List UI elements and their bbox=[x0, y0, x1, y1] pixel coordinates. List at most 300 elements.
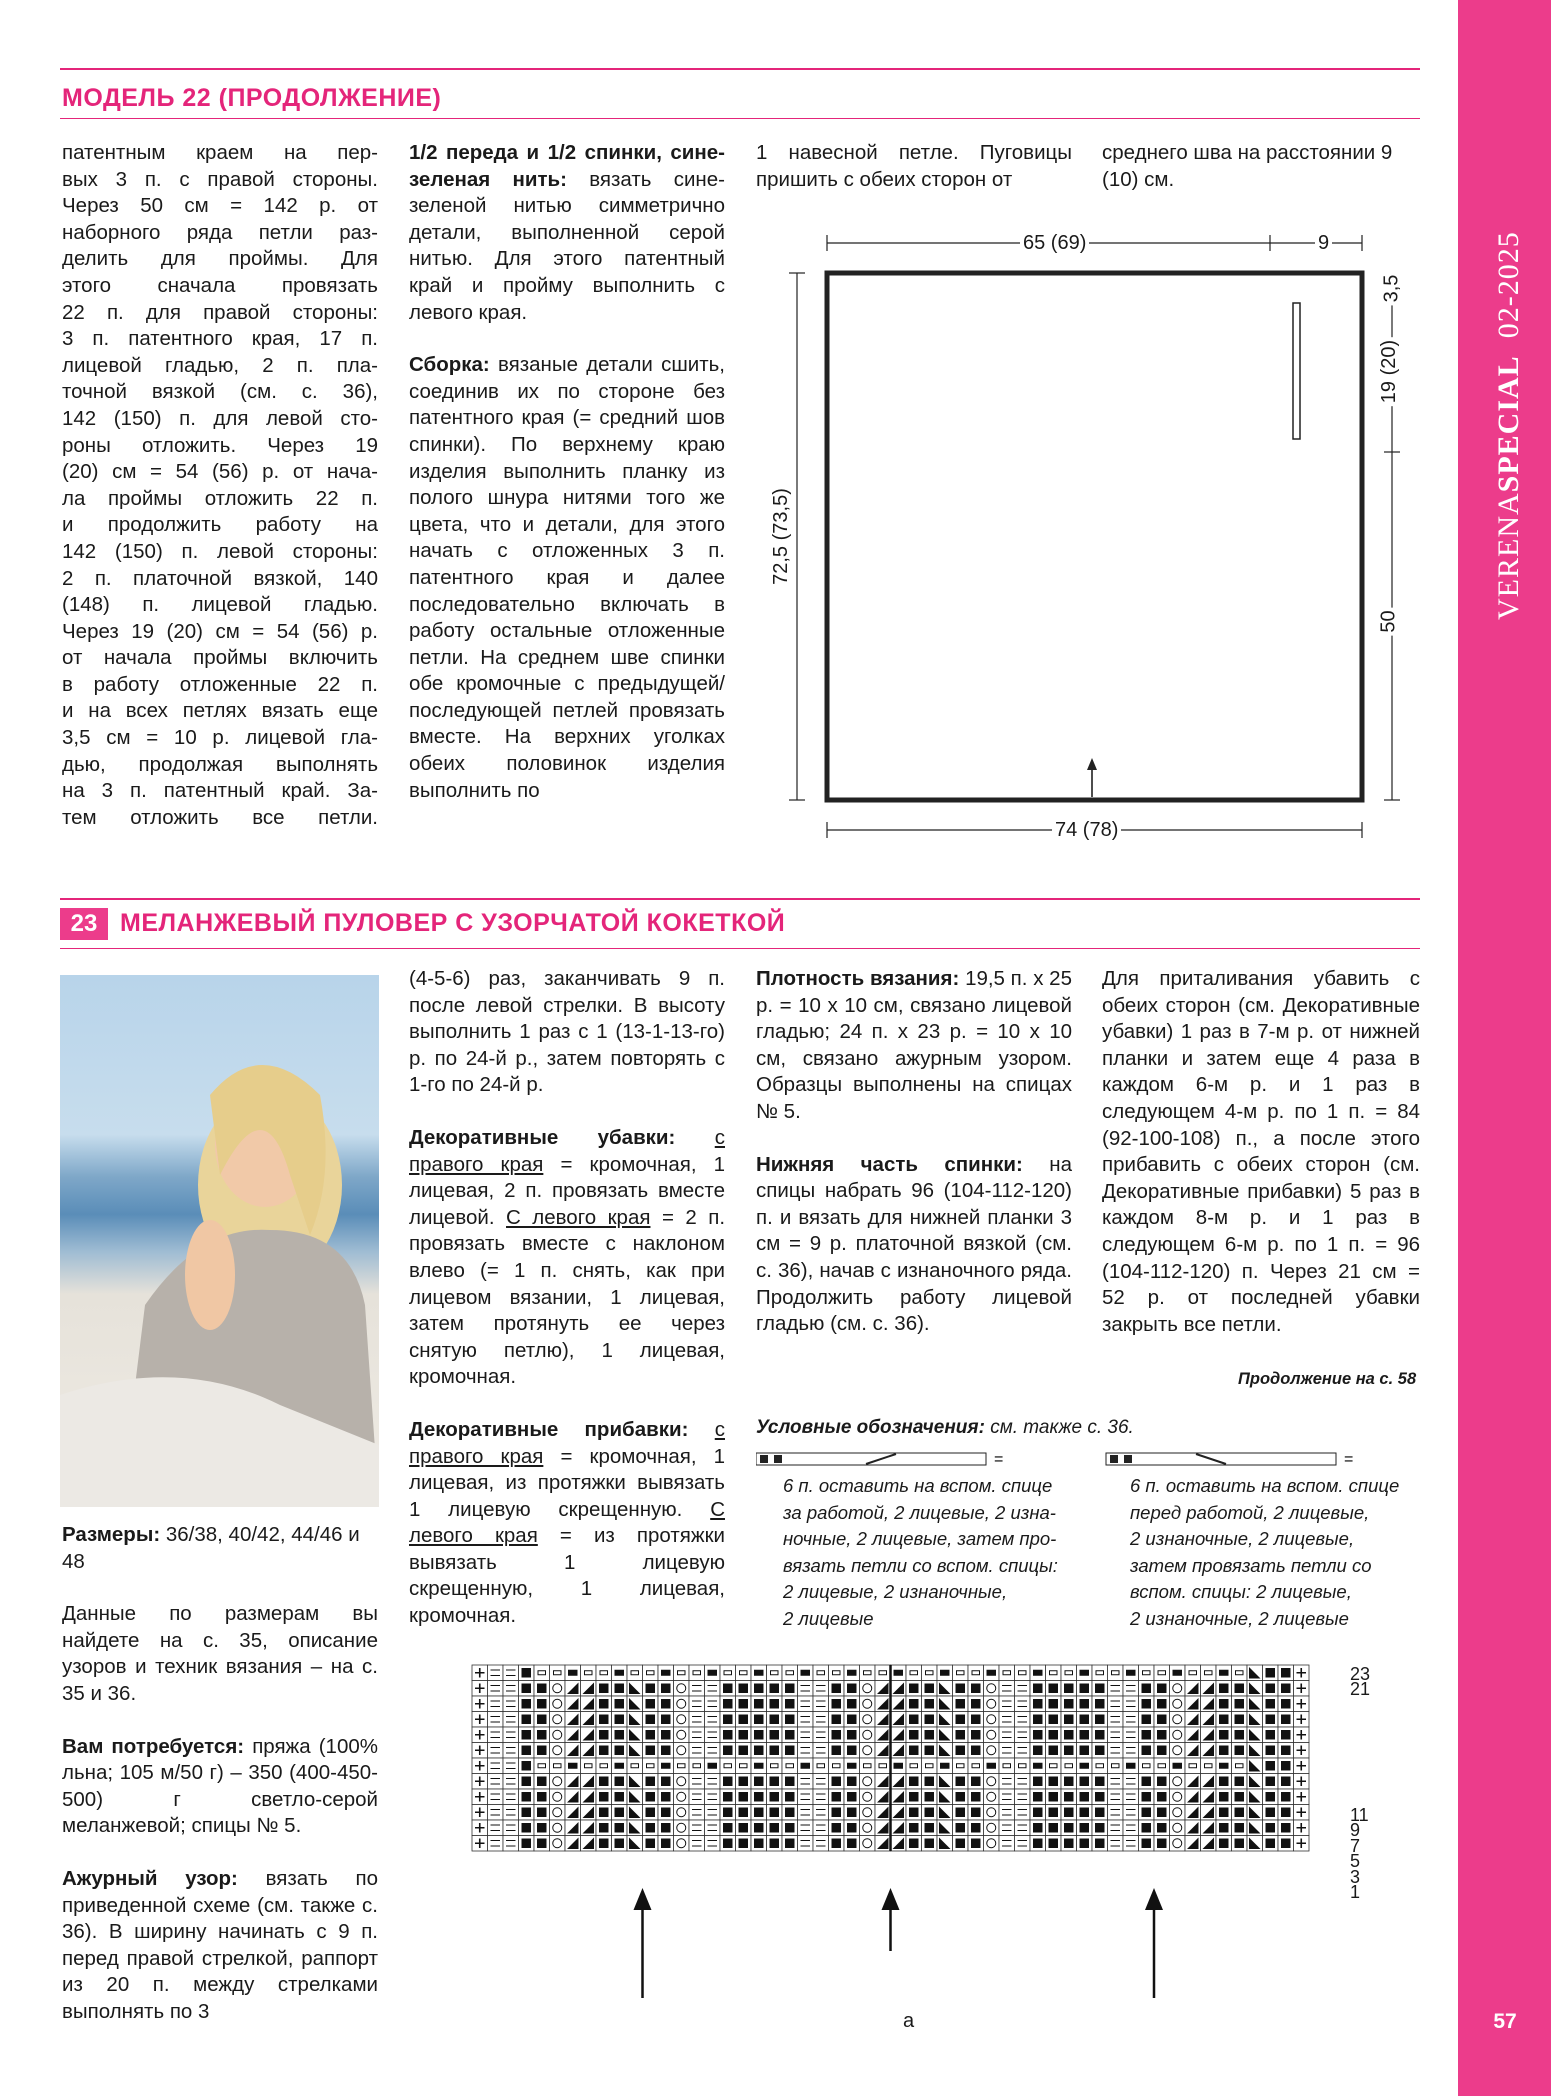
chart-cell bbox=[891, 1727, 907, 1743]
chart-cell bbox=[937, 1758, 953, 1774]
dim-top-width: 65 (69) bbox=[1020, 232, 1089, 255]
chart-cell bbox=[1030, 1681, 1046, 1697]
chart-cell bbox=[968, 1805, 984, 1821]
chart-cell bbox=[937, 1665, 953, 1681]
chart-cell bbox=[565, 1665, 581, 1681]
chart-row-number: 11 bbox=[1350, 1805, 1369, 1825]
chart-cell bbox=[1030, 1712, 1046, 1728]
chart-cell bbox=[1077, 1727, 1093, 1743]
chart-cell bbox=[984, 1805, 1000, 1821]
chart-cell bbox=[1030, 1836, 1046, 1852]
chart-cell bbox=[1278, 1789, 1294, 1805]
chart-cell bbox=[844, 1820, 860, 1836]
chart-cell bbox=[1015, 1727, 1031, 1743]
chart-cell bbox=[581, 1696, 597, 1712]
chart-cell bbox=[1232, 1743, 1248, 1759]
knitting-chart bbox=[470, 1663, 1350, 2023]
chart-cell bbox=[519, 1774, 535, 1790]
chart-cell bbox=[891, 1681, 907, 1697]
chart-cell bbox=[1092, 1805, 1108, 1821]
chart-cell bbox=[689, 1696, 705, 1712]
chart-cell bbox=[1232, 1665, 1248, 1681]
chart-cell bbox=[891, 1712, 907, 1728]
chart-cell bbox=[705, 1743, 721, 1759]
chart-cell bbox=[922, 1681, 938, 1697]
chart-cell bbox=[1170, 1696, 1186, 1712]
chart-cell bbox=[984, 1820, 1000, 1836]
chart-cell bbox=[906, 1665, 922, 1681]
gauge-text: 19,5 п. х 25 р. = 10 х 10 см, связано лицевой гладью; 24 п. х 23 р. = 10 х 10 см, связано ажурным узором. Образцы выполнены на спицах № 5. bbox=[756, 967, 1072, 1123]
chart-cell bbox=[798, 1665, 814, 1681]
chart-cell bbox=[999, 1712, 1015, 1728]
chart-cell bbox=[767, 1758, 783, 1774]
chart-cell bbox=[1216, 1820, 1232, 1836]
chart-cell bbox=[751, 1696, 767, 1712]
chart-cell bbox=[1092, 1681, 1108, 1697]
chart-cell bbox=[782, 1727, 798, 1743]
chart-cell bbox=[999, 1789, 1015, 1805]
chart-cell bbox=[922, 1836, 938, 1852]
chart-cell bbox=[674, 1820, 690, 1836]
chart-cell bbox=[751, 1805, 767, 1821]
chart-cell bbox=[844, 1836, 860, 1852]
chart-cell bbox=[1216, 1681, 1232, 1697]
legend-line: 2 лицевые bbox=[783, 1607, 874, 1629]
chart-cell bbox=[612, 1774, 628, 1790]
chart-cell bbox=[550, 1727, 566, 1743]
chart-cell bbox=[937, 1774, 953, 1790]
chart-cell bbox=[891, 1758, 907, 1774]
chart-cell bbox=[1247, 1696, 1263, 1712]
chart-cell bbox=[503, 1712, 519, 1728]
chart-cell bbox=[1185, 1774, 1201, 1790]
chart-cell bbox=[1092, 1774, 1108, 1790]
chart-cell bbox=[1108, 1820, 1124, 1836]
chart-cell bbox=[906, 1743, 922, 1759]
chart-cell bbox=[550, 1712, 566, 1728]
chart-cell bbox=[534, 1681, 550, 1697]
chart-cell bbox=[1061, 1681, 1077, 1697]
chart-cell bbox=[751, 1727, 767, 1743]
chart-cell bbox=[1263, 1758, 1279, 1774]
chart-cell bbox=[1061, 1805, 1077, 1821]
chart-cell bbox=[736, 1758, 752, 1774]
chart-cell bbox=[565, 1712, 581, 1728]
chart-cell bbox=[581, 1836, 597, 1852]
chart-cell bbox=[844, 1774, 860, 1790]
chart-cell bbox=[689, 1820, 705, 1836]
chart-cell bbox=[1077, 1712, 1093, 1728]
chart-cell bbox=[1108, 1665, 1124, 1681]
chart-cell bbox=[689, 1681, 705, 1697]
sizes-label: Размеры: bbox=[62, 1523, 161, 1546]
chart-cell bbox=[906, 1758, 922, 1774]
chart-cell bbox=[627, 1712, 643, 1728]
chart-cell bbox=[1077, 1696, 1093, 1712]
chart-cell bbox=[937, 1836, 953, 1852]
chart-cell bbox=[751, 1820, 767, 1836]
chart-cell bbox=[1232, 1712, 1248, 1728]
issue-number: 02-2025 bbox=[1492, 231, 1525, 339]
chart-cell bbox=[922, 1758, 938, 1774]
chart-cell bbox=[937, 1681, 953, 1697]
chart-cell bbox=[1247, 1712, 1263, 1728]
legend-symbols bbox=[756, 1447, 1356, 1469]
chart-cell bbox=[906, 1681, 922, 1697]
chart-cell bbox=[596, 1805, 612, 1821]
chart-cell bbox=[643, 1696, 659, 1712]
text-line: 3,5 см = 10 р. лицевой гла- bbox=[62, 726, 378, 750]
chart-cell bbox=[1139, 1820, 1155, 1836]
chart-cell bbox=[627, 1774, 643, 1790]
chart-cell bbox=[860, 1758, 876, 1774]
chart-cell bbox=[1139, 1836, 1155, 1852]
chart-cell bbox=[1170, 1727, 1186, 1743]
chart-cell bbox=[1015, 1758, 1031, 1774]
chart-cell bbox=[565, 1820, 581, 1836]
chart-cell bbox=[1061, 1696, 1077, 1712]
schematic-outline bbox=[827, 273, 1362, 800]
chart-cell bbox=[1278, 1820, 1294, 1836]
chart-row-number: 9 bbox=[1350, 1820, 1361, 1840]
chart-cell bbox=[488, 1789, 504, 1805]
chart-cell bbox=[829, 1789, 845, 1805]
chart-cell bbox=[953, 1836, 969, 1852]
chart-cell bbox=[705, 1712, 721, 1728]
decreases-text-2: = 2 п. провязать вместе с наклоном влево (= 1 п. снять, как при лицевом вязании, 1 лицевая, затем протянуть ее через снятую петлю), 1 лицевая, кромочная. bbox=[409, 1205, 726, 1389]
chart-cell bbox=[627, 1665, 643, 1681]
chart-cell bbox=[705, 1805, 721, 1821]
chart-cell bbox=[720, 1789, 736, 1805]
chart-cell bbox=[550, 1774, 566, 1790]
chart-cell bbox=[968, 1820, 984, 1836]
chart-cell bbox=[503, 1774, 519, 1790]
text-line: 142 (150) п. для левой сто- bbox=[62, 406, 378, 430]
text-line: ла проймы отложить 22 п. bbox=[62, 486, 378, 510]
chart-cell bbox=[1232, 1820, 1248, 1836]
text-line: этого сначала провязать bbox=[62, 273, 378, 297]
legend-line: 6 п. оставить на вспом. спице bbox=[783, 1475, 1053, 1496]
decreases-text-1: = кромочная, 1 лицевая, 2 п. провязать вместе лицевой. bbox=[409, 1152, 726, 1229]
chart-cell bbox=[844, 1665, 860, 1681]
chart-cell bbox=[1278, 1774, 1294, 1790]
chart-cell bbox=[813, 1681, 829, 1697]
chart-cell bbox=[736, 1696, 752, 1712]
chart-cell bbox=[627, 1681, 643, 1697]
chart-cell bbox=[674, 1774, 690, 1790]
chart-cell bbox=[658, 1696, 674, 1712]
chart-cell bbox=[674, 1665, 690, 1681]
chart-cell bbox=[612, 1712, 628, 1728]
chart-cell bbox=[1015, 1805, 1031, 1821]
chart-cell bbox=[782, 1696, 798, 1712]
chart-cell bbox=[844, 1696, 860, 1712]
chart-cell bbox=[1232, 1758, 1248, 1774]
chart-cell bbox=[736, 1774, 752, 1790]
chart-cell bbox=[720, 1805, 736, 1821]
chart-cell bbox=[689, 1789, 705, 1805]
chart-cell bbox=[534, 1696, 550, 1712]
chart-cell bbox=[488, 1727, 504, 1743]
increases-right-edge: с правого края bbox=[409, 1417, 725, 1468]
chart-cell bbox=[1108, 1727, 1124, 1743]
chart-cell bbox=[1154, 1758, 1170, 1774]
chart-cell bbox=[658, 1789, 674, 1805]
chart-cell bbox=[1154, 1696, 1170, 1712]
increases-text-2: = из протяжки вывязать 1 лицевую скрещенную, 1 лицевая, кромочная. bbox=[409, 1524, 725, 1628]
seam-text: среднего шва на расстоянии 9 (10) см. bbox=[1102, 141, 1393, 191]
chart-cell bbox=[643, 1789, 659, 1805]
assembly-heading: Сборка: bbox=[409, 353, 490, 377]
text-line: тем отложить все петли. bbox=[62, 805, 378, 829]
chart-cell bbox=[937, 1727, 953, 1743]
section2-column-2 bbox=[409, 966, 725, 1656]
chart-cell bbox=[891, 1696, 907, 1712]
chart-cell bbox=[643, 1820, 659, 1836]
chart-cell bbox=[1170, 1789, 1186, 1805]
chart-cell bbox=[519, 1836, 535, 1852]
chart-cell bbox=[1123, 1820, 1139, 1836]
chart-cell bbox=[581, 1743, 597, 1759]
chart-cell bbox=[891, 1820, 907, 1836]
chart-cell bbox=[643, 1712, 659, 1728]
chart-row-number: 1 bbox=[1350, 1882, 1361, 1902]
chart-cell bbox=[922, 1712, 938, 1728]
chart-cell bbox=[596, 1774, 612, 1790]
chart-cell bbox=[844, 1681, 860, 1697]
chart-cell bbox=[1185, 1681, 1201, 1697]
chart-cell bbox=[1201, 1820, 1217, 1836]
section1-column-3 bbox=[756, 140, 1072, 193]
chart-cell bbox=[1077, 1665, 1093, 1681]
chart-cell bbox=[798, 1727, 814, 1743]
section1-title-underline bbox=[60, 118, 1420, 119]
chart-cell bbox=[1216, 1805, 1232, 1821]
chart-cell bbox=[472, 1743, 488, 1759]
chart-cell bbox=[581, 1820, 597, 1836]
chart-cell bbox=[1247, 1727, 1263, 1743]
chart-cell bbox=[1185, 1743, 1201, 1759]
decreases-right-edge: с правого края bbox=[409, 1125, 725, 1176]
chart-cell bbox=[1139, 1665, 1155, 1681]
chart-cell bbox=[550, 1789, 566, 1805]
chart-cell bbox=[1123, 1743, 1139, 1759]
legend-line: вязать петли со вспом. спицы: bbox=[783, 1554, 1058, 1576]
chart-cell bbox=[565, 1789, 581, 1805]
text-line: делить для проймы. Для bbox=[62, 247, 378, 271]
section2-title: МЕЛАНЖЕВЫЙ ПУЛОВЕР С УЗОРЧАТОЙ КОКЕТКОЙ bbox=[120, 909, 786, 937]
chart-cell bbox=[643, 1774, 659, 1790]
chart-cell bbox=[472, 1665, 488, 1681]
legend-line: перед работой, 2 лицевые, bbox=[1130, 1501, 1370, 1523]
chart-cell bbox=[519, 1727, 535, 1743]
chart-cell bbox=[767, 1681, 783, 1697]
chart-cell bbox=[1139, 1712, 1155, 1728]
continued-note: Продолжение на с. 58 bbox=[1238, 1370, 1417, 1388]
chart-cell bbox=[689, 1743, 705, 1759]
chart-row-number: 5 bbox=[1350, 1851, 1361, 1871]
chart-cell bbox=[736, 1712, 752, 1728]
chart-cell bbox=[953, 1774, 969, 1790]
chart-cell bbox=[1263, 1681, 1279, 1697]
chart-cell bbox=[720, 1712, 736, 1728]
chart-cell bbox=[1154, 1774, 1170, 1790]
chart-cell bbox=[534, 1665, 550, 1681]
chart-cell bbox=[581, 1712, 597, 1728]
chart-cell bbox=[1030, 1789, 1046, 1805]
chart-cell bbox=[1216, 1665, 1232, 1681]
chart-cell bbox=[813, 1805, 829, 1821]
chart-cell bbox=[519, 1712, 535, 1728]
chart-cell bbox=[922, 1774, 938, 1790]
text-line: патентным краем на пер- bbox=[62, 141, 378, 164]
chart-cell bbox=[1247, 1681, 1263, 1697]
chart-cell bbox=[767, 1696, 783, 1712]
section-rule-top bbox=[60, 68, 1420, 70]
chart-cell bbox=[953, 1681, 969, 1697]
chart-cell bbox=[875, 1743, 891, 1759]
dim-right-top: 3,5 bbox=[1380, 272, 1403, 306]
chart-cell bbox=[519, 1681, 535, 1697]
chart-cell bbox=[1077, 1681, 1093, 1697]
text-line: (20) см = 54 (56) р. от нача- bbox=[62, 460, 378, 484]
chart-cell bbox=[782, 1789, 798, 1805]
chart-cell bbox=[643, 1805, 659, 1821]
chart-cell bbox=[472, 1712, 488, 1728]
chart-cell bbox=[860, 1712, 876, 1728]
section1-column-4 bbox=[1102, 140, 1420, 193]
chart-cell bbox=[488, 1758, 504, 1774]
section2-column-3 bbox=[756, 966, 1072, 1364]
chart-cell bbox=[534, 1836, 550, 1852]
chart-cell bbox=[1278, 1836, 1294, 1852]
chart-cell bbox=[1139, 1805, 1155, 1821]
chart-cell bbox=[1077, 1774, 1093, 1790]
chart-cell bbox=[565, 1727, 581, 1743]
chart-cell bbox=[906, 1696, 922, 1712]
chart-cell bbox=[1216, 1774, 1232, 1790]
chart-cell bbox=[829, 1758, 845, 1774]
chart-cell bbox=[1201, 1836, 1217, 1852]
chart-cell bbox=[1170, 1743, 1186, 1759]
chart-cell bbox=[720, 1665, 736, 1681]
chart-cell bbox=[860, 1696, 876, 1712]
armhole-slit bbox=[1293, 303, 1300, 439]
chart-cell bbox=[1015, 1696, 1031, 1712]
back-lower-label: Нижняя часть спинки: bbox=[756, 1152, 1023, 1176]
text-line: 22 п. для правой стороны: bbox=[62, 300, 378, 324]
chart-cell bbox=[488, 1743, 504, 1759]
chart-cell bbox=[767, 1836, 783, 1852]
chart-cell bbox=[612, 1696, 628, 1712]
chart-cell bbox=[612, 1681, 628, 1697]
chart-cell bbox=[813, 1774, 829, 1790]
legend-line: 2 изнаночные, 2 лицевые bbox=[1130, 1607, 1349, 1629]
chart-cell bbox=[643, 1681, 659, 1697]
chart-cell bbox=[767, 1665, 783, 1681]
chart-cell bbox=[581, 1774, 597, 1790]
chart-cell bbox=[1092, 1665, 1108, 1681]
lace-pattern-label: Ажурный узор: bbox=[62, 1866, 238, 1890]
legend-title: Условные обозначения: bbox=[756, 1417, 985, 1438]
chart-cell bbox=[813, 1712, 829, 1728]
chart-cell bbox=[984, 1758, 1000, 1774]
chart-cell bbox=[658, 1665, 674, 1681]
chart-cell bbox=[534, 1774, 550, 1790]
chart-cell bbox=[1294, 1789, 1310, 1805]
chart-cell bbox=[519, 1789, 535, 1805]
chart-cell bbox=[736, 1820, 752, 1836]
chart-cell bbox=[550, 1665, 566, 1681]
chart-cell bbox=[813, 1820, 829, 1836]
chart-cell bbox=[1108, 1774, 1124, 1790]
chart-cell bbox=[922, 1696, 938, 1712]
chart-cell bbox=[829, 1696, 845, 1712]
chart-cell bbox=[720, 1758, 736, 1774]
lace-continued-text: (4-5-6) раз, заканчивать 9 п. после левой стрелки. В высоту выполнить 1 раз с 1 (13-1-13-го) р. по 24-й р., затем повторять с 1-го по 24-й р. bbox=[409, 967, 725, 1097]
chart-cell bbox=[627, 1789, 643, 1805]
chart-cell bbox=[1154, 1789, 1170, 1805]
chart-cell bbox=[782, 1820, 798, 1836]
chart-cell bbox=[1216, 1836, 1232, 1852]
chart-cell bbox=[1185, 1820, 1201, 1836]
model-photo bbox=[60, 975, 379, 1507]
chart-cell bbox=[705, 1665, 721, 1681]
chart-cell bbox=[1046, 1789, 1062, 1805]
legend-title-line bbox=[756, 1415, 1134, 1442]
chart-cell bbox=[612, 1836, 628, 1852]
chart-cell bbox=[1139, 1774, 1155, 1790]
chart-cell bbox=[1108, 1836, 1124, 1852]
chart-cell bbox=[1123, 1805, 1139, 1821]
legend-line: 2 изнаночные, 2 лицевые, bbox=[1130, 1528, 1355, 1550]
chart-cell bbox=[658, 1727, 674, 1743]
chart-cell bbox=[1247, 1836, 1263, 1852]
legend-line: 6 п. оставить на вспом. спице bbox=[1130, 1475, 1400, 1496]
model-photo-illustration bbox=[60, 975, 379, 1507]
chart-cell bbox=[953, 1805, 969, 1821]
chart-cell bbox=[1294, 1681, 1310, 1697]
chart-cell bbox=[829, 1805, 845, 1821]
section1-column-2 bbox=[409, 140, 725, 830]
chart-cell bbox=[658, 1758, 674, 1774]
chart-cell bbox=[565, 1805, 581, 1821]
chart-cell bbox=[658, 1820, 674, 1836]
chart-cell bbox=[891, 1665, 907, 1681]
chart-cell bbox=[596, 1665, 612, 1681]
brand-logo bbox=[1472, 65, 1525, 625]
chart-cell bbox=[1247, 1758, 1263, 1774]
chart-cell bbox=[674, 1789, 690, 1805]
chart-cell bbox=[488, 1774, 504, 1790]
chart-cell bbox=[1108, 1712, 1124, 1728]
chart-cell bbox=[674, 1681, 690, 1697]
chart-cell bbox=[906, 1789, 922, 1805]
chart-cell bbox=[953, 1820, 969, 1836]
chart-cell bbox=[1092, 1836, 1108, 1852]
chart-cell bbox=[1170, 1805, 1186, 1821]
chart-cell bbox=[798, 1758, 814, 1774]
chart-cell bbox=[798, 1805, 814, 1821]
chart-cell bbox=[488, 1681, 504, 1697]
chart-cell bbox=[1046, 1774, 1062, 1790]
chart-cell bbox=[503, 1665, 519, 1681]
chart-cell bbox=[503, 1681, 519, 1697]
legend-line: затем провязать петли со bbox=[1130, 1554, 1372, 1576]
chart-cell bbox=[1216, 1712, 1232, 1728]
chart-cell bbox=[627, 1727, 643, 1743]
chart-cell bbox=[906, 1727, 922, 1743]
